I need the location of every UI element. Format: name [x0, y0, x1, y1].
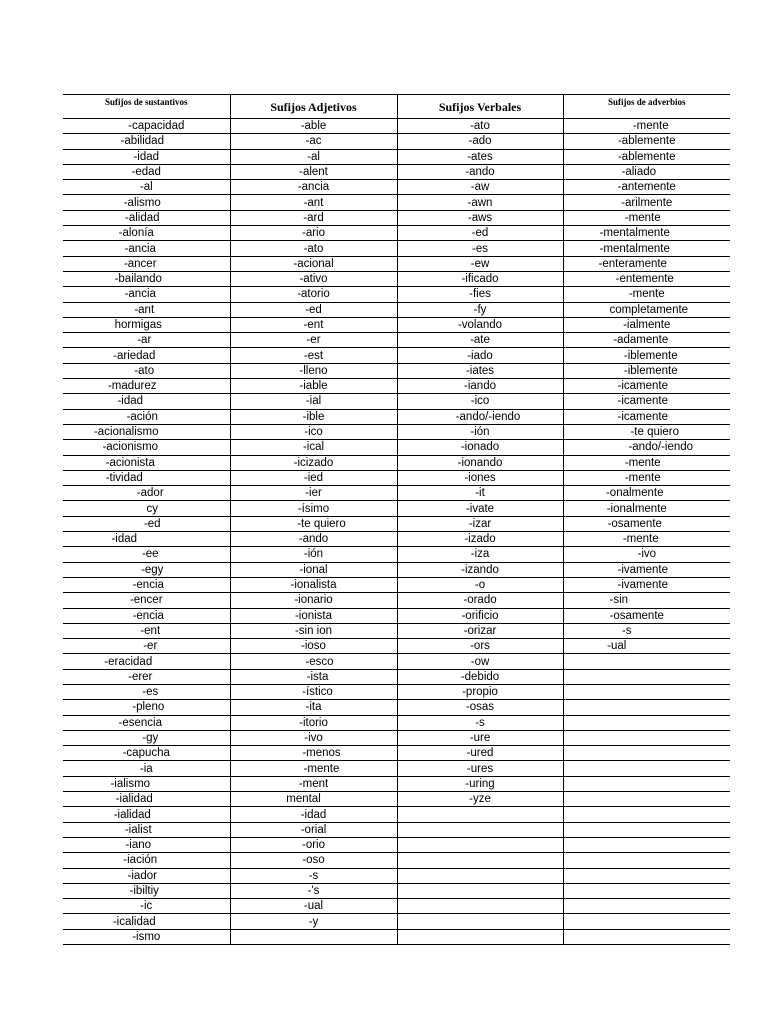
suffix-cell: -ure — [397, 730, 563, 745]
table-row — [63, 241, 730, 256]
suffix-cell: -ied — [230, 470, 397, 485]
suffix-cell: -ación — [63, 409, 230, 424]
table-row — [63, 593, 730, 608]
table-row — [63, 577, 730, 592]
suffix-cell: -ificado — [397, 271, 563, 286]
suffix-cell — [563, 868, 730, 883]
suffix-cell — [397, 899, 563, 914]
suffix-cell: -ual — [230, 899, 397, 914]
table-body — [63, 119, 730, 945]
suffix-cell: -sin — [563, 593, 730, 608]
suffix-cell: -ador — [63, 486, 230, 501]
suffix-cell: -icamente — [563, 379, 730, 394]
suffix-cell: -aw — [397, 180, 563, 195]
suffix-cell: -ioso — [230, 639, 397, 654]
suffix-cell: -ionado — [397, 440, 563, 455]
suffix-cell: -ionando — [397, 455, 563, 470]
suffix-cell: -capacidad — [63, 119, 230, 134]
suffix-cell: -acionismo — [63, 440, 230, 455]
suffix-cell: -ors — [397, 639, 563, 654]
suffix-cell — [230, 929, 397, 944]
suffix-cell: -eracidad — [63, 654, 230, 669]
suffix-cell: -ivamente — [563, 577, 730, 592]
table-row — [63, 792, 730, 807]
suffix-cell — [563, 914, 730, 929]
suffix-cell: -ent — [63, 623, 230, 638]
suffix-cell: -ibiltiy — [63, 883, 230, 898]
suffix-cell: -acionista — [63, 455, 230, 470]
suffix-cell: -ato — [397, 119, 563, 134]
suffix-cell: -ivamente — [563, 562, 730, 577]
suffix-cell — [563, 669, 730, 684]
suffix-cell: -ablemente — [563, 149, 730, 164]
suffix-cell: -te quiero — [563, 424, 730, 439]
suffix-cell: -'s — [230, 883, 397, 898]
suffix-cell: -mentalmente — [563, 226, 730, 241]
table-row — [63, 348, 730, 363]
suffix-cell: -iable — [230, 379, 397, 394]
table-row — [63, 470, 730, 485]
table-row — [63, 409, 730, 424]
table-row — [63, 486, 730, 501]
suffix-cell: -ionista — [230, 608, 397, 623]
suffix-cell: -iblemente — [563, 348, 730, 363]
suffix-cell — [563, 746, 730, 761]
suffix-cell: -ístico — [230, 684, 397, 699]
suffix-cell: -ial — [230, 394, 397, 409]
suffix-cell: completamente — [563, 302, 730, 317]
suffix-cell: -s — [230, 868, 397, 883]
suffix-cell: -ancer — [63, 256, 230, 271]
table-row — [63, 807, 730, 822]
table-row — [63, 639, 730, 654]
suffix-cell: -esco — [230, 654, 397, 669]
suffix-cell — [563, 761, 730, 776]
suffix-cell: -s — [563, 623, 730, 638]
suffix-cell: -osamente — [563, 516, 730, 531]
suffix-cell: -ed — [230, 302, 397, 317]
suffix-cell: -s — [397, 715, 563, 730]
suffix-table — [63, 94, 730, 945]
suffix-cell: -osas — [397, 700, 563, 715]
suffix-cell: -est — [230, 348, 397, 363]
table-row — [63, 776, 730, 791]
suffix-cell: -volando — [397, 317, 563, 332]
suffix-cell: -ate — [397, 333, 563, 348]
suffix-cell: -ed — [397, 226, 563, 241]
table-row — [63, 669, 730, 684]
suffix-cell: -edad — [63, 164, 230, 179]
suffix-table-container — [63, 94, 730, 945]
suffix-cell: -yze — [397, 792, 563, 807]
suffix-cell: -icizado — [230, 455, 397, 470]
suffix-cell: -alidad — [63, 210, 230, 225]
suffix-cell: -ow — [397, 654, 563, 669]
suffix-cell: -ita — [230, 700, 397, 715]
suffix-cell — [563, 654, 730, 669]
suffix-cell: -mente — [563, 532, 730, 547]
suffix-cell: -icamente — [563, 394, 730, 409]
suffix-cell — [563, 730, 730, 745]
suffix-cell: -alonía — [63, 226, 230, 241]
suffix-cell: -antemente — [563, 180, 730, 195]
suffix-cell: -awn — [397, 195, 563, 210]
suffix-cell: -ionalista — [230, 577, 397, 592]
suffix-cell: -ant — [230, 195, 397, 210]
suffix-cell: mental — [230, 792, 397, 807]
table-row — [63, 119, 730, 134]
suffix-cell: -al — [63, 180, 230, 195]
table-row — [63, 868, 730, 883]
suffix-cell: -orio — [230, 837, 397, 852]
header-noun-suffixes: Sufijos de sustantivos — [63, 95, 230, 119]
suffix-cell: -iación — [63, 853, 230, 868]
suffix-cell: -alismo — [63, 195, 230, 210]
suffix-cell — [563, 807, 730, 822]
suffix-cell: -encer — [63, 593, 230, 608]
suffix-cell — [397, 883, 563, 898]
suffix-cell: -fies — [397, 287, 563, 302]
suffix-cell: -ionario — [230, 593, 397, 608]
suffix-cell — [397, 807, 563, 822]
suffix-cell: -ancia — [230, 180, 397, 195]
suffix-cell: -izar — [397, 516, 563, 531]
table-row — [63, 501, 730, 516]
suffix-cell: -ando/-iendo — [563, 440, 730, 455]
table-row — [63, 440, 730, 455]
suffix-cell: -ancia — [63, 241, 230, 256]
table-row — [63, 700, 730, 715]
suffix-cell: -ión — [397, 424, 563, 439]
suffix-cell — [563, 899, 730, 914]
suffix-cell: -er — [63, 639, 230, 654]
suffix-cell: -acionalismo — [63, 424, 230, 439]
table-row — [63, 547, 730, 562]
suffix-cell: -ativo — [230, 271, 397, 286]
suffix-cell: -atorio — [230, 287, 397, 302]
suffix-cell: -ee — [63, 547, 230, 562]
table-row — [63, 256, 730, 271]
suffix-cell: -ariedad — [63, 348, 230, 363]
suffix-cell: cy — [63, 501, 230, 516]
suffix-cell: -encia — [63, 577, 230, 592]
suffix-cell: -o — [397, 577, 563, 592]
table-row — [63, 164, 730, 179]
suffix-cell: -es — [63, 684, 230, 699]
suffix-cell: -alent — [230, 164, 397, 179]
suffix-cell: -ic — [63, 899, 230, 914]
table-row — [63, 287, 730, 302]
suffix-cell: -ard — [230, 210, 397, 225]
suffix-cell: -fy — [397, 302, 563, 317]
table-row — [63, 134, 730, 149]
table-row — [63, 516, 730, 531]
suffix-cell: -iza — [397, 547, 563, 562]
table-row — [63, 271, 730, 286]
suffix-cell: -ual — [563, 639, 730, 654]
suffix-cell: -iones — [397, 470, 563, 485]
table-row — [63, 853, 730, 868]
suffix-cell: -enteramente — [563, 256, 730, 271]
suffix-cell: -oso — [230, 853, 397, 868]
suffix-cell: -izado — [397, 532, 563, 547]
table-row — [63, 394, 730, 409]
suffix-cell: -iador — [63, 868, 230, 883]
suffix-cell: -orial — [230, 822, 397, 837]
suffix-cell: -ialidad — [63, 792, 230, 807]
suffix-cell: -ivo — [230, 730, 397, 745]
table-row — [63, 715, 730, 730]
table-row — [63, 210, 730, 225]
suffix-cell: -pleno — [63, 700, 230, 715]
suffix-cell: -ialmente — [563, 317, 730, 332]
table-row — [63, 822, 730, 837]
suffix-cell: -able — [230, 119, 397, 134]
table-row — [63, 379, 730, 394]
suffix-cell: -ico — [230, 424, 397, 439]
table-row — [63, 654, 730, 669]
table-row — [63, 149, 730, 164]
suffix-cell: -aws — [397, 210, 563, 225]
table-row — [63, 317, 730, 332]
suffix-cell: -debido — [397, 669, 563, 684]
table-row — [63, 226, 730, 241]
table-row — [63, 899, 730, 914]
suffix-cell — [397, 868, 563, 883]
suffix-cell: -ando — [230, 532, 397, 547]
suffix-cell: -esencia — [63, 715, 230, 730]
suffix-cell: -ment — [230, 776, 397, 791]
suffix-cell: -menos — [230, 746, 397, 761]
table-row — [63, 761, 730, 776]
suffix-cell: -es — [397, 241, 563, 256]
suffix-cell: -orizar — [397, 623, 563, 638]
suffix-cell: -ac — [230, 134, 397, 149]
table-row — [63, 532, 730, 547]
suffix-cell: -ando/-iendo — [397, 409, 563, 424]
suffix-cell — [563, 715, 730, 730]
suffix-cell: -lleno — [230, 363, 397, 378]
header-row — [63, 95, 730, 119]
table-row — [63, 730, 730, 745]
suffix-cell: -ión — [230, 547, 397, 562]
suffix-cell — [563, 883, 730, 898]
suffix-cell: -icamente — [563, 409, 730, 424]
suffix-cell: -madurez — [63, 379, 230, 394]
suffix-cell: -mente — [563, 119, 730, 134]
suffix-cell: -iano — [63, 837, 230, 852]
header-adverb-suffixes: Sufijos de adverbios — [563, 95, 730, 119]
suffix-cell: -ical — [230, 440, 397, 455]
suffix-cell — [563, 837, 730, 852]
suffix-cell: -abilidad — [63, 134, 230, 149]
suffix-cell: -idad — [63, 394, 230, 409]
suffix-cell — [397, 853, 563, 868]
table-row — [63, 837, 730, 852]
suffix-cell: -erer — [63, 669, 230, 684]
suffix-cell: -iblemente — [563, 363, 730, 378]
suffix-cell: -iates — [397, 363, 563, 378]
table-row — [63, 929, 730, 944]
table-row — [63, 608, 730, 623]
suffix-cell: -gy — [63, 730, 230, 745]
suffix-cell: -idad — [63, 149, 230, 164]
suffix-cell: -idad — [230, 807, 397, 822]
suffix-cell: -ario — [230, 226, 397, 241]
table-row — [63, 195, 730, 210]
suffix-cell: -tividad — [63, 470, 230, 485]
suffix-cell: -er — [230, 333, 397, 348]
suffix-cell — [397, 822, 563, 837]
suffix-cell — [563, 929, 730, 944]
suffix-cell: -ant — [63, 302, 230, 317]
table-row — [63, 562, 730, 577]
header-adjective-suffixes: Sufijos Adjetivos — [230, 95, 397, 119]
suffix-cell: -ísimo — [230, 501, 397, 516]
table-row — [63, 746, 730, 761]
suffix-cell — [563, 776, 730, 791]
suffix-cell: -it — [397, 486, 563, 501]
table-row — [63, 302, 730, 317]
table-row — [63, 424, 730, 439]
table-row — [63, 363, 730, 378]
suffix-cell: -ialist — [63, 822, 230, 837]
table-row — [63, 684, 730, 699]
suffix-cell: -te quiero — [230, 516, 397, 531]
suffix-cell: -ialismo — [63, 776, 230, 791]
suffix-cell: -ier — [230, 486, 397, 501]
suffix-cell: -icalidad — [63, 914, 230, 929]
suffix-cell: -sin ion — [230, 623, 397, 638]
suffix-cell: -aliado — [563, 164, 730, 179]
suffix-cell — [563, 684, 730, 699]
suffix-cell: -mentalmente — [563, 241, 730, 256]
suffix-cell — [397, 837, 563, 852]
suffix-cell: -ico — [397, 394, 563, 409]
suffix-cell: -ia — [63, 761, 230, 776]
suffix-cell: -ible — [230, 409, 397, 424]
suffix-cell: -ismo — [63, 929, 230, 944]
suffix-cell — [563, 853, 730, 868]
suffix-cell: -ures — [397, 761, 563, 776]
suffix-cell: -ew — [397, 256, 563, 271]
table-row — [63, 883, 730, 898]
suffix-cell: -ado — [397, 134, 563, 149]
suffix-cell: -mente — [563, 210, 730, 225]
suffix-cell: -ionalmente — [563, 501, 730, 516]
suffix-cell: -orado — [397, 593, 563, 608]
suffix-cell: -orificio — [397, 608, 563, 623]
suffix-cell: -arilmente — [563, 195, 730, 210]
suffix-cell: -propio — [397, 684, 563, 699]
suffix-cell: -ates — [397, 149, 563, 164]
suffix-cell: -entemente — [563, 271, 730, 286]
suffix-cell: -ando — [397, 164, 563, 179]
suffix-cell: -itorio — [230, 715, 397, 730]
suffix-cell: -ivate — [397, 501, 563, 516]
suffix-cell: -mente — [563, 470, 730, 485]
suffix-cell: -onalmente — [563, 486, 730, 501]
suffix-cell: -ivo — [563, 547, 730, 562]
suffix-cell: hormigas — [63, 317, 230, 332]
suffix-cell: -ed — [63, 516, 230, 531]
suffix-cell: -al — [230, 149, 397, 164]
suffix-cell: -ional — [230, 562, 397, 577]
suffix-cell: -ato — [63, 363, 230, 378]
suffix-cell: -ialidad — [63, 807, 230, 822]
suffix-cell: -bailando — [63, 271, 230, 286]
suffix-cell: -ar — [63, 333, 230, 348]
suffix-cell: -idad — [63, 532, 230, 547]
suffix-cell: -izando — [397, 562, 563, 577]
suffix-cell: -mente — [230, 761, 397, 776]
suffix-cell: -uring — [397, 776, 563, 791]
suffix-cell: -iado — [397, 348, 563, 363]
suffix-cell: -mente — [563, 455, 730, 470]
suffix-cell: -ent — [230, 317, 397, 332]
suffix-cell — [397, 914, 563, 929]
table-row — [63, 455, 730, 470]
table-row — [63, 180, 730, 195]
suffix-cell: -encia — [63, 608, 230, 623]
table-row — [63, 914, 730, 929]
suffix-cell: -capucha — [63, 746, 230, 761]
suffix-cell — [563, 822, 730, 837]
suffix-cell: -ista — [230, 669, 397, 684]
suffix-cell: -y — [230, 914, 397, 929]
suffix-cell: -osamente — [563, 608, 730, 623]
suffix-cell: -ablemente — [563, 134, 730, 149]
suffix-cell: -egy — [63, 562, 230, 577]
suffix-cell: -ancia — [63, 287, 230, 302]
suffix-cell: -mente — [563, 287, 730, 302]
header-verb-suffixes: Sufijos Verbales — [397, 95, 563, 119]
suffix-cell — [397, 929, 563, 944]
table-row — [63, 333, 730, 348]
suffix-cell: -acional — [230, 256, 397, 271]
suffix-cell: -ato — [230, 241, 397, 256]
suffix-cell: -ured — [397, 746, 563, 761]
table-row — [63, 623, 730, 638]
suffix-cell — [563, 792, 730, 807]
suffix-cell: -adamente — [563, 333, 730, 348]
suffix-cell: -iando — [397, 379, 563, 394]
suffix-cell — [563, 700, 730, 715]
